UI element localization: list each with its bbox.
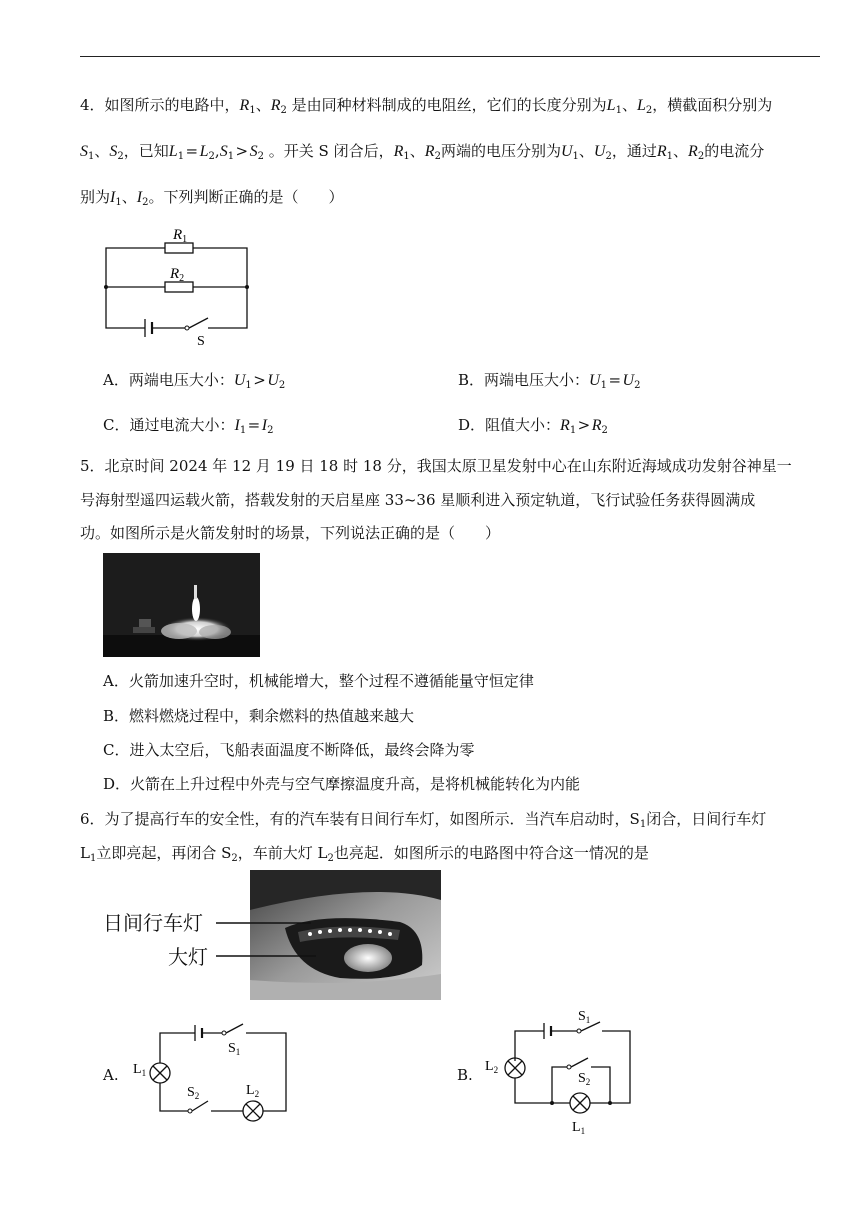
switch-s1-label: $S_1$ — [578, 1009, 591, 1025]
q4-circuit-diagram — [95, 222, 260, 347]
q6-text: 也亮起．如图所示的电路图中符合这一情况的是 — [333, 844, 649, 862]
q4-text: 。开关 S 闭合后， — [268, 142, 394, 160]
day-light-label: 日间行车灯 — [103, 911, 203, 935]
option-label: B．两端电压大小： — [458, 371, 590, 389]
photo-pointer-lines — [216, 918, 316, 968]
q4-option-b: B．两端电压大小：$U_1$ = $U_2$ — [458, 371, 641, 391]
switch-label: S — [197, 334, 205, 347]
head-light-label: 大灯 — [168, 945, 208, 969]
option-label: C．通过电流大小： — [103, 416, 235, 434]
lamp-l2-label: $L_2$ — [485, 1059, 499, 1075]
q4-text: 4．如图所示的电路中， — [80, 96, 240, 114]
q5-line-2: 号海射型遥四运载火箭，搭载发射的天启星座 33~36 星顺利进入预定轨道，飞行试验任务获得圆满成 — [80, 491, 756, 509]
q6-line-2: $L_1$立即亮起，再闭合 $S_2$，车前大灯 $L_2$也亮起．如图所示的电路图中符合这一情况的是 — [80, 844, 649, 864]
lamp-l1-label: $L_1$ — [133, 1062, 147, 1078]
q5-option-c: C．进入太空后，飞船表面温度不断降低，最终会降为零 — [103, 741, 475, 759]
lamp-l2-label: $L_2$ — [246, 1083, 260, 1099]
q5-line-1: 5．北京时间 2024 年 12 月 19 日 18 时 18 分，我国太原卫星发射中心在山东附近海域成功发射谷神星一 — [80, 457, 792, 475]
q4-text: 别为 — [80, 188, 111, 206]
q5-option-d: D．火箭在上升过程中外壳与空气摩擦温度升高，是将机械能转化为内能 — [103, 775, 581, 793]
q6-option-b-label: B. — [457, 1066, 473, 1084]
q4-option-c: C．通过电流大小：$I_1$ = $I_2$ — [103, 416, 274, 436]
q6-text: 立即亮起，再闭合 S — [96, 844, 232, 862]
q4-line-1: 4．如图所示的电路中，$R_1$、$R_2$ 是由同种材料制成的电阻丝，它们的长度分别为$L_1$、$L_2$，横截面积分别为 — [80, 96, 773, 116]
q4-text: ，已知 — [123, 142, 169, 160]
q4-text: 是由同种材料制成的电阻丝，它们的长度分别为 — [291, 96, 607, 114]
option-label: D．阻值大小： — [458, 416, 561, 434]
q4-line-2: $S_1$、$S_2$，已知$L_1$ = $L_2,S_1$ > $S_2$ 。开关 S 闭合后，$R_1$、$R_2$两端的电压分别为$U_1$、$U_2$，通过$R_1$、$R_2$的电流分 — [80, 142, 765, 162]
q6-text: 闭合，日间行车灯 — [646, 810, 767, 828]
q6-option-a-label: A. — [103, 1066, 119, 1084]
switch-s1-label: $S_1$ — [228, 1041, 241, 1057]
q6-option-a-circuit — [125, 1015, 300, 1125]
q4-option-d: D．阻值大小：$R_1$ > $R_2$ — [458, 416, 608, 436]
q4-line-3: 别为$I_1$、$I_2$。下列判断正确的是（ ） — [80, 188, 344, 208]
q4-text: 的电流分 — [704, 142, 765, 160]
r2-label: $R_2$ — [170, 266, 185, 284]
q5-option-b: B．燃料燃烧过程中，剩余燃料的热值越来越大 — [103, 707, 415, 725]
q5-option-a: A．火箭加速升空时，机械能增大，整个过程不遵循能量守恒定律 — [103, 672, 534, 690]
lamp-l1-label: $L_1$ — [572, 1120, 586, 1136]
q4-text: ，横截面积分别为 — [652, 96, 773, 114]
r1-label: $R_1$ — [173, 227, 188, 245]
q6-text: L — [80, 844, 90, 862]
switch-s2-label: $S_2$ — [578, 1071, 591, 1087]
q4-text: ，通过 — [611, 142, 657, 160]
q5-line-3: 功。如图所示是火箭发射时的场景，下列说法正确的是（ ） — [80, 524, 501, 542]
q6-text: 6．为了提高行车的安全性，有的汽车装有日间行车灯，如图所示．当汽车启动时，S — [80, 810, 640, 828]
q4-text: 两端的电压分别为 — [440, 142, 561, 160]
switch-s2-label: $S_2$ — [187, 1085, 200, 1101]
q4-text: 。下列判断正确的是（ ） — [148, 188, 344, 206]
q6-text: ，车前大灯 L — [237, 844, 328, 862]
q4-option-a: A．两端电压大小：$U_1$ > $U_2$ — [103, 371, 286, 391]
q6-option-b-circuit — [480, 1003, 645, 1138]
option-label: A．两端电压大小： — [103, 371, 234, 389]
q6-line-1: 6．为了提高行车的安全性，有的汽车装有日间行车灯，如图所示．当汽车启动时，$S_1$闭合，日间行车灯 — [80, 810, 767, 830]
header-rule — [80, 56, 820, 57]
rocket-launch-photo — [103, 553, 260, 657]
